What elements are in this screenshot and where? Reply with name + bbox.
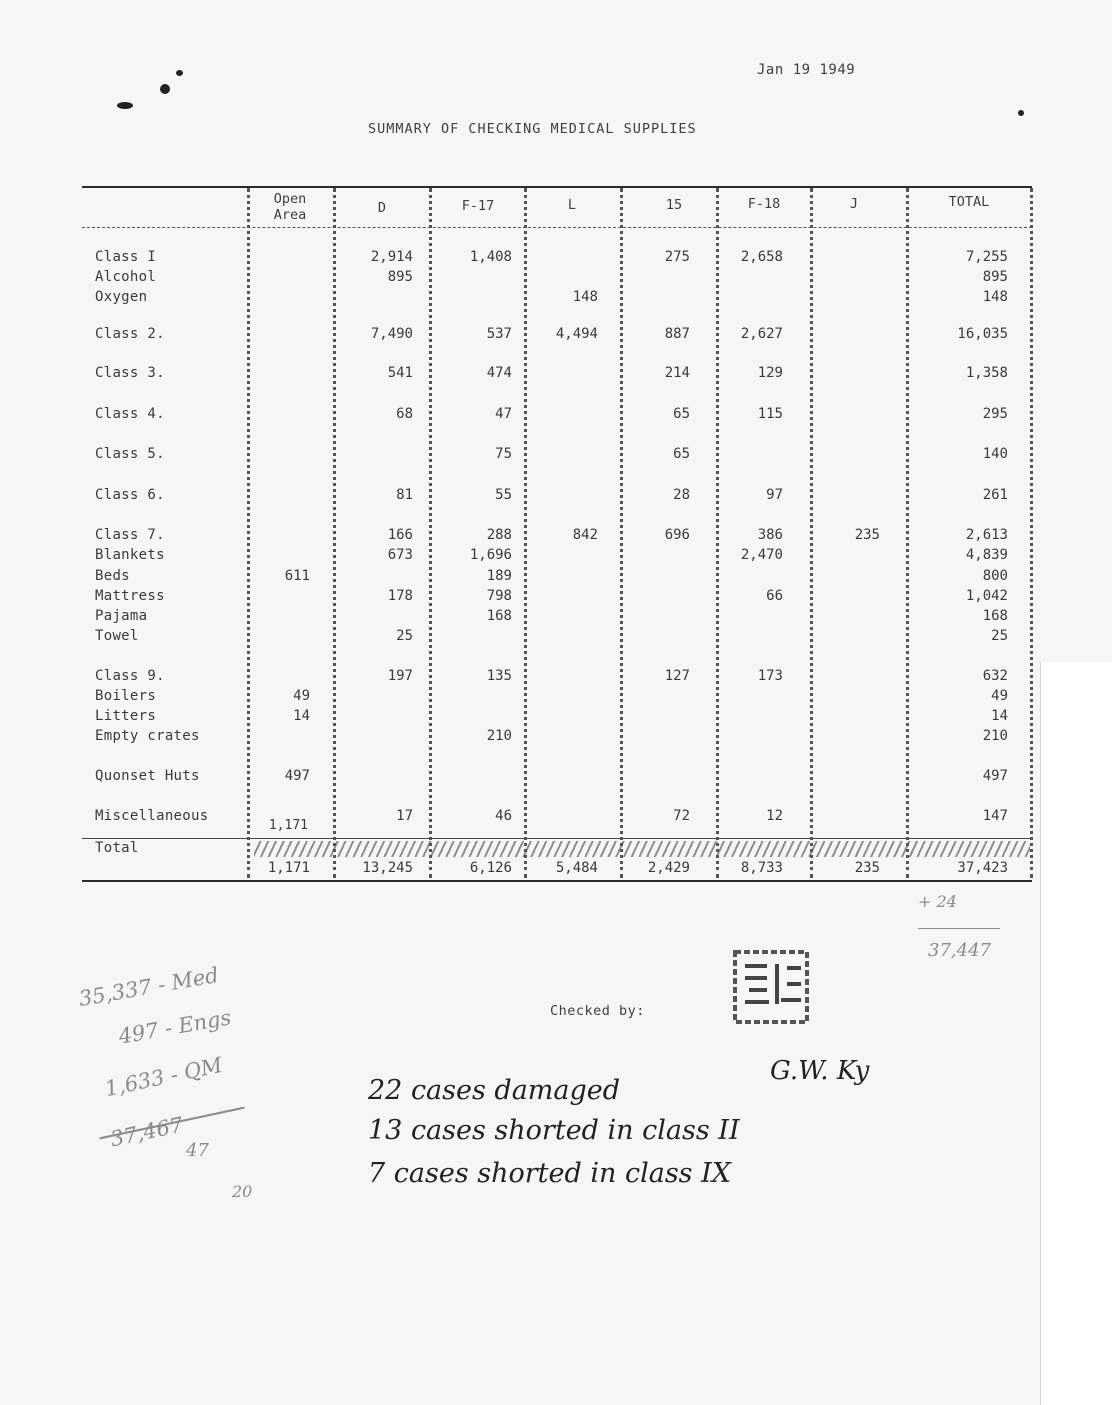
- pencil-margin-right-1: + 24: [918, 892, 957, 911]
- pencil-margin-1: 35,337 - Med: [76, 962, 221, 1012]
- row-label: Pajama: [95, 608, 148, 624]
- table-cell: 49: [293, 688, 310, 704]
- row-label: Class 6.: [95, 487, 165, 503]
- table-cell: 173: [757, 668, 783, 684]
- row-label: Class 2.: [95, 326, 165, 342]
- table-cell: 65: [673, 446, 690, 462]
- total-cell: 6,126: [469, 860, 512, 876]
- row-label: Litters: [95, 708, 157, 724]
- table-cell: 148: [572, 289, 598, 305]
- total-cell: 8,733: [740, 860, 783, 876]
- table-cell: 7,490: [370, 326, 413, 342]
- table-cell: 214: [664, 365, 690, 381]
- table-cell: 28: [673, 487, 690, 503]
- column-header-d: D: [377, 200, 387, 216]
- table-cell: 115: [757, 406, 783, 422]
- table-cell: 1,696: [469, 547, 512, 563]
- table-cell: 14: [991, 708, 1008, 724]
- row-label: Miscellaneous: [95, 808, 209, 824]
- table-cell: 16,035: [957, 326, 1008, 342]
- table-cell: 97: [766, 487, 783, 503]
- document-title: SUMMARY OF CHECKING MEDICAL SUPPLIES: [368, 121, 697, 137]
- row-label: Towel: [95, 628, 139, 644]
- row-label: Beds: [95, 568, 130, 584]
- table-cell: 611: [284, 568, 310, 584]
- table-cell: 895: [387, 269, 413, 285]
- pencil-margin-4: 37,467: [108, 1112, 186, 1152]
- table-cell: 673: [387, 547, 413, 563]
- table-cell: 210: [982, 728, 1008, 744]
- total-cell: 235: [854, 860, 880, 876]
- table-cell: 189: [486, 568, 512, 584]
- checked-by-label: Checked by:: [550, 1003, 645, 1019]
- table-cell: 2,627: [740, 326, 783, 342]
- table-bottom-rule: [82, 880, 1032, 882]
- row-label: Class 5.: [95, 446, 165, 462]
- table-cell: 798: [486, 588, 512, 604]
- handwritten-note-3: 7 cases shorted in class IX: [368, 1158, 731, 1189]
- table-cell: 800: [982, 568, 1008, 584]
- row-label: Class I: [95, 249, 157, 265]
- table-cell: 75: [495, 446, 512, 462]
- row-label: Quonset Huts: [95, 768, 200, 784]
- table-cell: 1,408: [469, 249, 512, 265]
- table-cell: 49: [991, 688, 1008, 704]
- row-label: Class 9.: [95, 668, 165, 684]
- total-row-label: Total: [95, 840, 139, 856]
- row-label: Blankets: [95, 547, 165, 563]
- table-cell: 65: [673, 406, 690, 422]
- pencil-margin-3: 1,633 - QM: [102, 1052, 225, 1102]
- table-cell: 895: [982, 269, 1008, 285]
- table-cell: 12: [766, 808, 783, 824]
- table-cell: 261: [982, 487, 1008, 503]
- pencil-right-sum-line: [918, 928, 1000, 929]
- pencil-margin-5: 47: [186, 1140, 209, 1161]
- table-cell: 168: [982, 608, 1008, 624]
- column-header-f18: F-18: [747, 196, 781, 212]
- torn-paper-edge: [1040, 662, 1112, 1405]
- table-cell: 2,914: [370, 249, 413, 265]
- table-top-rule: [82, 186, 1032, 188]
- total-cell: 2,429: [647, 860, 690, 876]
- table-cell: 497: [982, 768, 1008, 784]
- column-header-total: TOTAL: [948, 194, 990, 210]
- total-cell: 1,171: [267, 860, 310, 876]
- pencil-margin-6: 20: [232, 1182, 253, 1201]
- column-separator: [906, 188, 909, 878]
- column-header-open-area: Open Area: [273, 191, 307, 223]
- table-cell: 55: [495, 487, 512, 503]
- row-label: Mattress: [95, 588, 165, 604]
- column-header-15: 15: [665, 197, 683, 213]
- table-cell: 25: [991, 628, 1008, 644]
- signature: G.W. Ky: [770, 1056, 870, 1086]
- handwritten-note-2: 13 cases shorted in class II: [368, 1115, 740, 1146]
- table-cell: 135: [486, 668, 512, 684]
- table-cell: 46: [495, 808, 512, 824]
- table-cell: 2,470: [740, 547, 783, 563]
- ink-blot: [1018, 110, 1024, 116]
- table-cell: 72: [673, 808, 690, 824]
- table-cell: 2,658: [740, 249, 783, 265]
- table-cell: 178: [387, 588, 413, 604]
- table-cell: 537: [486, 326, 512, 342]
- column-header-l: L: [567, 197, 577, 213]
- total-cell: 13,245: [362, 860, 413, 876]
- total-cell: 5,484: [555, 860, 598, 876]
- table-cell: 696: [664, 527, 690, 543]
- table-cell: 4,494: [555, 326, 598, 342]
- table-cell: 17: [396, 808, 413, 824]
- table-cell: 235: [854, 527, 880, 543]
- table-cell: 66: [766, 588, 783, 604]
- column-separator: [1030, 188, 1033, 878]
- table-cell: 47: [495, 406, 512, 422]
- table-cell: 386: [757, 527, 783, 543]
- row-label: Alcohol: [95, 269, 157, 285]
- table-cell: 632: [982, 668, 1008, 684]
- table-cell: 295: [982, 406, 1008, 422]
- table-total-rule: [82, 838, 1032, 839]
- ink-blot: [160, 84, 170, 94]
- row-label: Oxygen: [95, 289, 148, 305]
- document-date: Jan 19 1949: [757, 62, 856, 78]
- column-header-j: J: [849, 196, 859, 212]
- table-header-rule: [82, 227, 1032, 228]
- table-cell: 474: [486, 365, 512, 381]
- table-cell: 1,358: [965, 365, 1008, 381]
- row-label: Class 4.: [95, 406, 165, 422]
- row-label: Class 3.: [95, 365, 165, 381]
- table-cell: 2,613: [965, 527, 1008, 543]
- handwritten-note-1: 22 cases damaged: [368, 1075, 621, 1106]
- table-cell: 168: [486, 608, 512, 624]
- ink-blot: [176, 70, 183, 76]
- table-cell: 4,839: [965, 547, 1008, 563]
- table-cell: 275: [664, 249, 690, 265]
- table-cell: 127: [664, 668, 690, 684]
- table-cell: 210: [486, 728, 512, 744]
- table-cell: 140: [982, 446, 1008, 462]
- ink-blot: [117, 102, 133, 109]
- struck-total-row: [254, 841, 1030, 857]
- table-cell: 1,042: [965, 588, 1008, 604]
- table-cell: 147: [982, 808, 1008, 824]
- table-cell: 25: [396, 628, 413, 644]
- table-cell: 842: [572, 527, 598, 543]
- pencil-margin-right-2: 37,447: [928, 940, 991, 961]
- table-cell: 14: [293, 708, 310, 724]
- misc-open-area-note: 1,171: [268, 818, 308, 833]
- table-cell: 129: [757, 365, 783, 381]
- row-label: Boilers: [95, 688, 157, 704]
- row-label: Class 7.: [95, 527, 165, 543]
- column-header-f17: F-17: [461, 198, 495, 214]
- table-cell: 166: [387, 527, 413, 543]
- table-cell: 497: [284, 768, 310, 784]
- table-cell: 887: [664, 326, 690, 342]
- pencil-margin-2: 497 - Engs: [116, 1005, 233, 1049]
- seal-stamp: [731, 944, 813, 1026]
- table-cell: 81: [396, 487, 413, 503]
- table-cell: 68: [396, 406, 413, 422]
- table-cell: 541: [387, 365, 413, 381]
- table-cell: 7,255: [965, 249, 1008, 265]
- total-cell: 37,423: [957, 860, 1008, 876]
- row-label: Empty crates: [95, 728, 200, 744]
- table-cell: 197: [387, 668, 413, 684]
- table-cell: 148: [982, 289, 1008, 305]
- table-cell: 288: [486, 527, 512, 543]
